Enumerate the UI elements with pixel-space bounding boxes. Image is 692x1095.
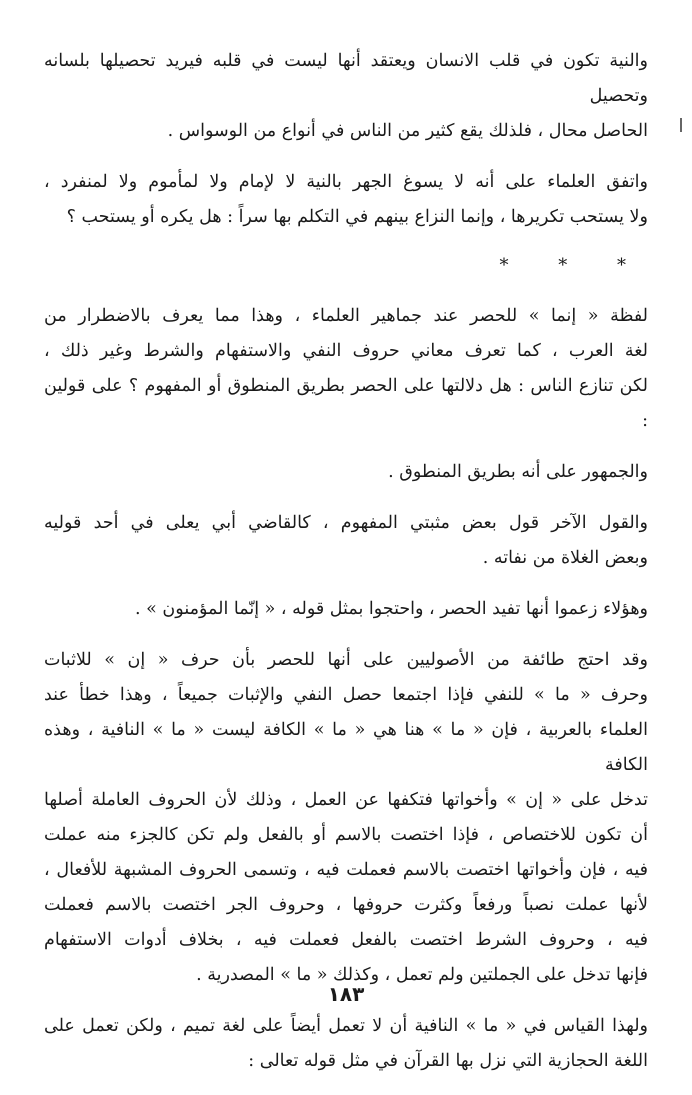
text-line: لأنها عملت نصباً ورفعاً وكثرت حروفها ، وحروف الجر اختصت بالاسم فعملت <box>44 895 648 915</box>
text-line: وبعض الغلاة من نفاته . <box>482 548 648 568</box>
paragraph-claim <box>44 592 648 627</box>
text-line: والجمهور على أنه بطريق المنطوق . <box>388 462 648 482</box>
text-line: فإنها تدخل على الجملتين ولم تعمل ، وكذلك « ما » المصدرية . <box>196 965 648 985</box>
text-line: لفظة « إنما » للحصر عند جماهير العلماء ، وهذا مما يعرف بالاضطرار من <box>44 306 648 326</box>
margin-mark <box>680 118 682 132</box>
paragraph-usuliyyin <box>44 643 648 993</box>
text-line: اللغة الحجازية التي نزل بها القرآن في مثل قوله تعالى : <box>248 1051 648 1071</box>
text-line: ولا يستحب تكريرها ، وإنما النزاع بينهم في التكلم بها سراً : هل يكره أو يستحب ؟ <box>66 207 648 227</box>
paragraph-other-opinion <box>44 506 648 576</box>
text-line: واتفق العلماء على أنه لا يسوغ الجهر بالنية لا لإمام ولا لمأموم ولا لمنفرد ، <box>44 172 648 192</box>
paragraph-analogy <box>44 1009 648 1079</box>
paragraph-intention <box>44 44 648 149</box>
text-line: أن تكون للاختصاص ، فإذا اختصت بالاسم أو بالفعل ولم تكن كالجزء منه عملت <box>44 825 648 845</box>
paragraph-scholars-agreement <box>44 165 648 235</box>
paragraph-innama <box>44 299 648 439</box>
text-line: العلماء بالعربية ، فإن « ما » هنا هي « ما » الكافة ليست « ما » النافية ، وهذه الكافة <box>44 720 648 775</box>
text-line: تدخل على « إن » وأخواتها فتكفها عن العمل ، وذلك لأن الحروف العاملة أصلها <box>44 790 648 810</box>
page-body <box>44 44 648 1095</box>
text-line: لكن تنازع الناس : هل دلالتها على الحصر بطريق المنطوق أو المفهوم ؟ على قولين : <box>44 376 648 431</box>
text-line: لغة العرب ، كما تعرف معاني حروف النفي والاستفهام والشرط وغير ذلك ، <box>44 341 648 361</box>
text-line: فيه ، فإن وأخواتها اختصت بالاسم فعملت فيه ، وتسمى الحروف المشبهة للأفعال ، <box>44 860 648 880</box>
text-line: الحاصل محال ، فلذلك يقع كثير من الناس في أنواع من الوسواس . <box>167 121 648 141</box>
page-number: ١٨٣ <box>327 982 365 1006</box>
paragraph-majority <box>44 455 648 490</box>
text-line: وحرف « ما » للنفي فإذا اجتمعا حصل النفي والإثبات جميعاً ، وهذا خطأ عند <box>44 685 648 705</box>
text-line: وقد احتج طائفة من الأصوليين على أنها للحصر بأن حرف « إن » للاثبات <box>44 650 648 670</box>
text-line: وهؤلاء زعموا أنها تفيد الحصر ، واحتجوا بمثل قوله ، « إنّما المؤمنون » . <box>135 599 648 619</box>
text-line: والنية تكون في قلب الانسان ويعتقد أنها ليست في قلبه فيريد تحصيلها بلسانه وتحصيل <box>44 51 648 106</box>
section-separator: * * * <box>499 255 648 276</box>
text-line: ولهذا القياس في « ما » النافية أن لا تعمل أيضاً على لغة تميم ، ولكن تعمل على <box>44 1016 648 1036</box>
text-line: والقول الآخر قول بعض مثبتي المفهوم ، كالقاضي أبي يعلى في أحد قوليه <box>44 513 648 533</box>
text-line: فيه ، وحروف الشرط اختصت بالفعل فعملت فيه ، بخلاف أدوات الاستفهام <box>44 930 648 950</box>
